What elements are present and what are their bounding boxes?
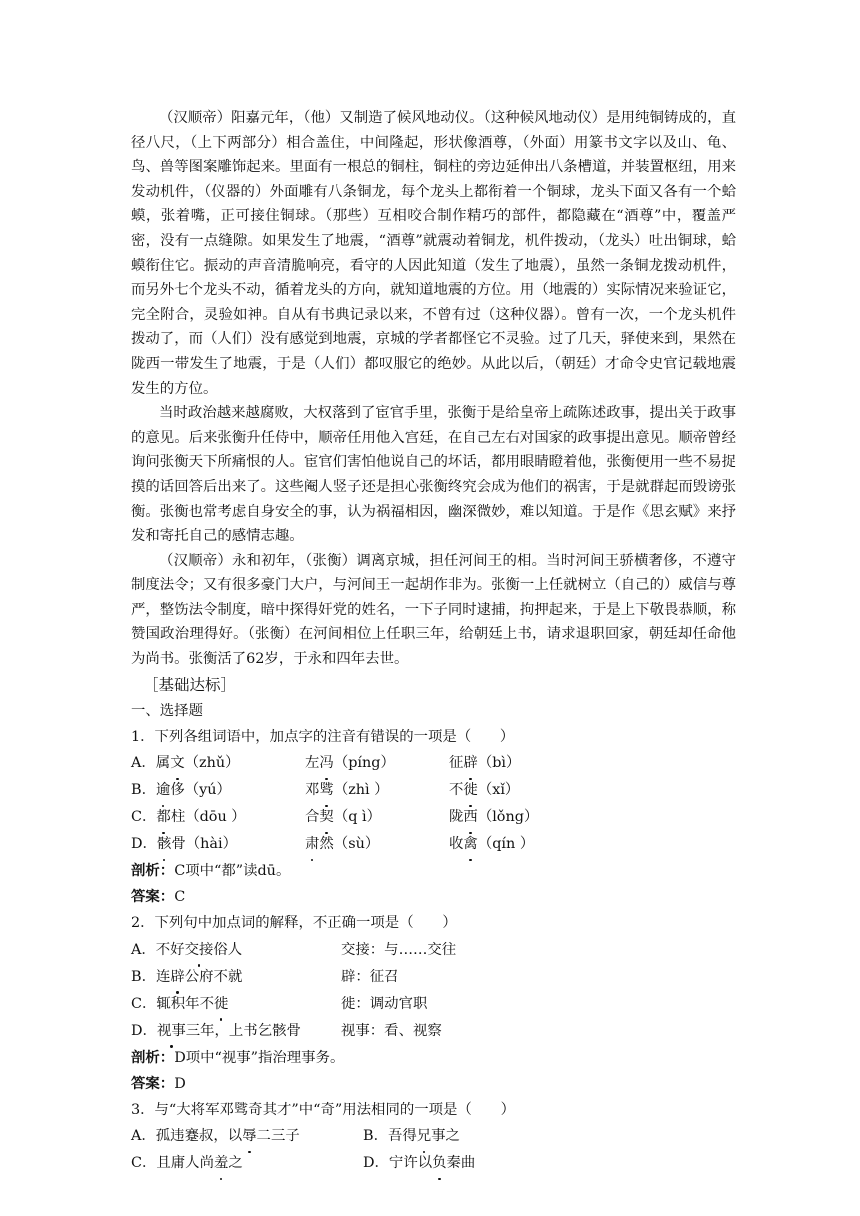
option-cell: 辟：征召 xyxy=(341,968,399,985)
q2-option-row xyxy=(131,937,736,964)
q2-option-row xyxy=(131,964,736,991)
option-cell: 收禽（qín ） xyxy=(449,831,534,858)
part-title: 一、选择题 xyxy=(131,702,203,719)
q1-stem: 1．下列各组词语中，加点字的注音有错误的一项是（ ） xyxy=(131,728,515,745)
option-cell: C．且庸人尚羞之 xyxy=(131,1150,243,1177)
option-cell: 交接：与……交往 xyxy=(341,941,457,958)
option-cell: 征辟（bì） xyxy=(449,750,520,777)
q2-options xyxy=(131,937,736,1045)
q1-analysis xyxy=(131,858,736,884)
answer-text: C xyxy=(174,889,186,906)
emphasis-dot-char: 逾 xyxy=(156,777,170,804)
answer-text: D xyxy=(174,1075,186,1092)
passage-paragraph-2: 当时政治越来越腐败，大权落到了宦官手里，张衡于是给皇帝上疏陈述政事，提出关于政事的意见。后来张衡升任侍中，顺帝任用他入宫廷，在自己左右对国家的政事提出意见。顺帝曾经询问张衡天下所痛恨的人。宦官们害怕他说自己的坏话，都用眼睛瞪着他，张衡便用一些不易捉摸的话回答后出来了。这些阉人竖子还是担心张衡终究会成为他们的祸害，于是就群起而毁谤张衡。张衡也常考虑自身安全的事，认为祸福相因，幽深微妙，难以知道。于是作《思玄赋》来抒发和寄托自己的感情志趣。 xyxy=(131,405,736,545)
option-cell: B．连辟公府不就 xyxy=(131,964,242,991)
option-cell: 徙：调动官职 xyxy=(341,995,428,1012)
q3-option-row xyxy=(131,1150,736,1177)
option-cell: 左冯（píng） xyxy=(305,750,395,777)
q2-analysis xyxy=(131,1045,736,1071)
emphasis-dot-char: 肃 xyxy=(305,831,319,858)
option-cell: D．骸骨（hài） xyxy=(131,831,237,858)
analysis-text: C项中“都”读dū。 xyxy=(174,863,291,880)
emphasis-dot-char: 徙 xyxy=(214,991,228,1018)
document-page xyxy=(131,106,736,1177)
q1-option-row xyxy=(131,831,736,858)
passage-paragraph-3: （汉顺帝）永和初年，（张衡）调离京城，担任河间王的相。当时河间王骄横奢侈，不遵守制度法令；又有很多豪门大户，与河间王一起胡作非为。张衡一上任就树立（自己的）威信与尊严，整饬法令制度，暗中探得奸党的姓名，一下子同时逮捕，拘押起来，于是上下敬畏恭顺，称赞国政治理得好。（张衡）在河间相位上任职三年，给朝廷上书，请求退职回家，朝廷却任命他为尚书。张衡活了62岁，于永和四年去世。 xyxy=(131,552,736,668)
option-cell: 肃然（sù） xyxy=(305,831,379,858)
q1-option-row xyxy=(131,750,736,777)
emphasis-dot-char: 辟 xyxy=(463,750,477,777)
option-cell: A．不好交接俗人 xyxy=(131,937,242,964)
q3-option-row xyxy=(131,1123,736,1150)
option-cell: 合契（q ì） xyxy=(305,804,381,831)
emphasis-dot-char: 冯 xyxy=(319,750,333,777)
emphasis-dot-char: 文 xyxy=(170,750,184,777)
q2-option-row xyxy=(131,1018,736,1045)
analysis-label: 剖析： xyxy=(131,1048,175,1066)
q2-stem: 2．下列句中加点词的解释，不正确一项是（ ） xyxy=(131,915,457,932)
option-cell: 邓骘（zhì ） xyxy=(305,777,389,804)
emphasis-dot-char: 视事 xyxy=(157,1018,186,1045)
analysis-text: D项中“视事”指治理事务。 xyxy=(174,1049,345,1066)
emphasis-dot-char: 骘 xyxy=(319,777,333,804)
emphasis-dot-char: 负 xyxy=(432,1150,446,1177)
emphasis-dot-char: 徙 xyxy=(463,777,477,804)
q1-option-row xyxy=(131,777,736,804)
emphasis-dot-char: 辟 xyxy=(170,964,184,991)
option-cell: D．视事三年，上书乞骸骨 xyxy=(131,1018,301,1045)
passage-paragraph-1: （汉顺帝）阳嘉元年，（他）又制造了候风地动仪。（这种候风地动仪）是用纯铜铸成的，直径八尺，（上下两部分）相合盖住，中间隆起，形状像酒尊，（外面）用篆书文字以及山、龟、鸟、兽等图案雕饰起来。里面有一根总的铜柱，铜柱的旁边延伸出八条槽道，并装置枢纽，用来发动机件，（仪器的）外面雕有八条铜龙，每个龙头上都衔着一个铜球，龙头下面又各有一个蛤蟆，张着嘴，正可接住铜球。（那些）互相咬合制作精巧的部件，都隐藏在“酒尊”中，覆盖严密，没有一点缝隙。如果发生了地震，“酒尊”就震动着铜龙，机件拨动，（龙头）吐出铜球，蛤蟆衔住它。振动的声音清脆响亮，看守的人因此知道（发生了地震），虽然一条铜龙拨动机件，而另外七个龙头不动，循着龙头的方向，就知道地震的方位。用（地震的）实际情况来验证它，完全附合，灵验如神。自从有书典记录以来，不曾有过（这种仪器）。曾有一次，一个龙头机件拨动了，而（人们）没有感觉到地震，京城的学者都怪它不灵验。过了几天，驿使来到，果然在陇西一带发生了地震，于是（人们）都叹服它的绝妙。从此以后，（朝廷）才命令史官记载地震发生的方位。 xyxy=(131,110,736,397)
option-cell: C．辄积年不徙 xyxy=(131,991,228,1018)
emphasis-dot-char: 西 xyxy=(463,804,477,831)
answer-label: 答案： xyxy=(131,888,175,906)
q1-option-row xyxy=(131,804,736,831)
option-cell: A．属文（zhǔ） xyxy=(131,750,240,777)
emphasis-dot-char: 兄 xyxy=(417,1123,431,1150)
q2-option-row xyxy=(131,991,736,1018)
q3-options xyxy=(131,1123,736,1177)
q1-answer xyxy=(131,884,736,910)
emphasis-dot-char: 羞 xyxy=(214,1150,228,1177)
q2-answer xyxy=(131,1071,736,1097)
q3-stem: 3．与“大将军邓骘奇其才”中“奇”用法相同的一项是（ ） xyxy=(131,1102,515,1119)
option-cell: A．孤违蹇叔，以辱二三子 xyxy=(131,1123,300,1150)
emphasis-dot-char: 都 xyxy=(156,804,170,831)
option-cell: B．吾得兄事之 xyxy=(363,1123,460,1150)
analysis-label: 剖析： xyxy=(131,862,175,880)
option-cell: C．都柱（dōu ） xyxy=(131,804,246,831)
emphasis-dot-char: 辱 xyxy=(242,1123,256,1150)
option-cell: 不徙（xǐ） xyxy=(449,777,519,804)
option-cell: 视事：看、视察 xyxy=(341,1022,442,1039)
option-cell: B．逾侈（yú） xyxy=(131,777,231,804)
emphasis-dot-char: 禽 xyxy=(463,831,477,858)
q1-options xyxy=(131,750,736,858)
option-cell: 陇西（lǒng） xyxy=(449,804,538,831)
answer-label: 答案： xyxy=(131,1074,175,1092)
option-cell: D．宁许以负秦曲 xyxy=(363,1150,475,1177)
emphasis-dot-char: 骸 xyxy=(157,831,171,858)
emphasis-dot-char: 交接 xyxy=(185,937,214,964)
emphasis-dot-char: 契 xyxy=(319,804,333,831)
section-title: ［基础达标］ xyxy=(143,675,237,694)
